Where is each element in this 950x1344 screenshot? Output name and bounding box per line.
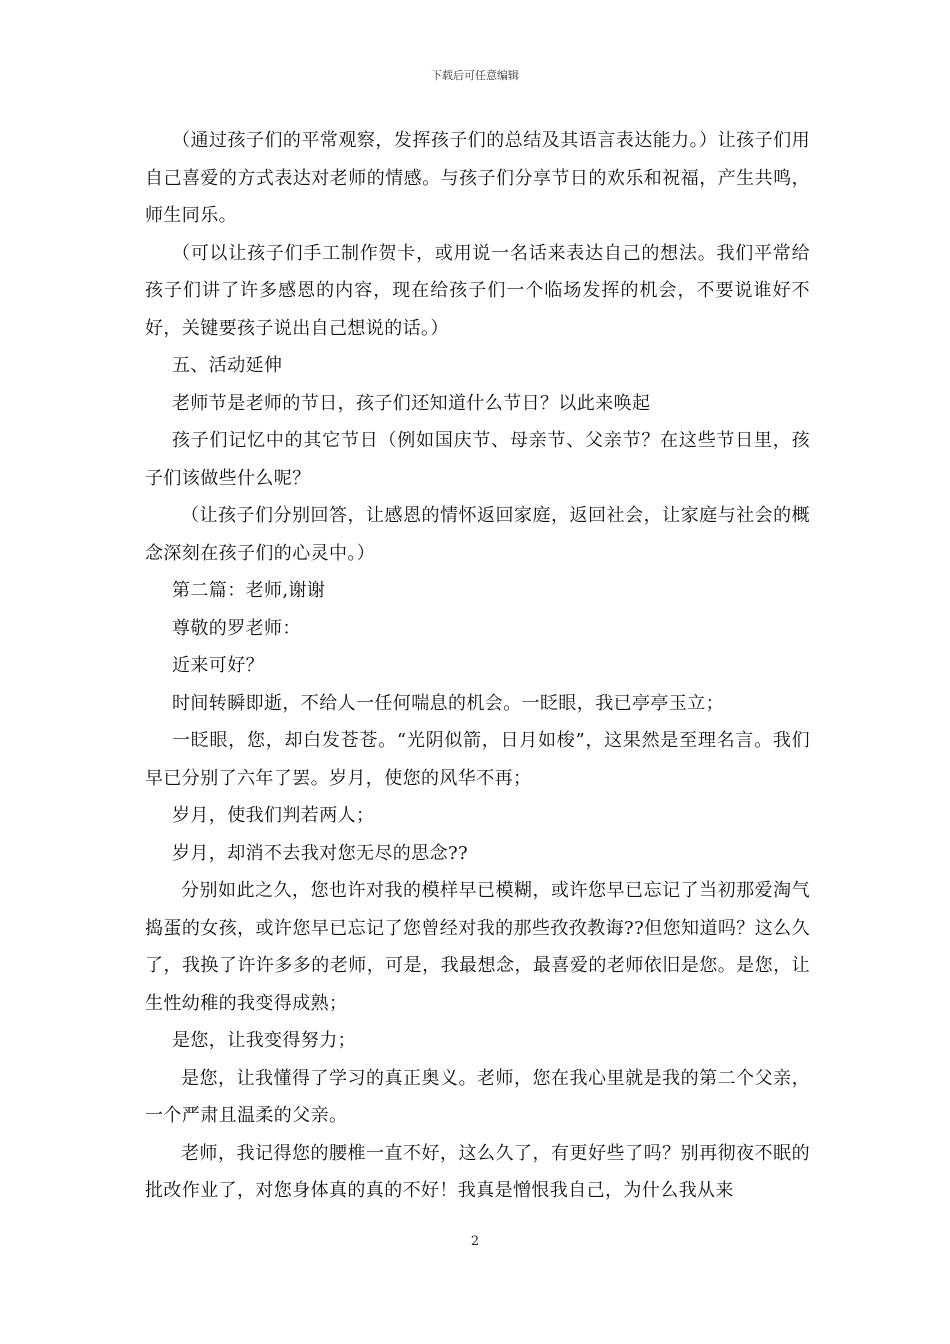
paragraph: 是您，让我变得努力； — [172, 1030, 356, 1051]
page-header: 下载后可任意编辑 — [431, 69, 519, 82]
paragraph: 近来可好？ — [172, 655, 264, 676]
paragraph: 是您，让我懂得了学习的真正奥义。老师，您在我心里就是我的第二个父亲，一个严肃且温柔的父亲。 — [145, 1067, 810, 1126]
document-body — [145, 122, 810, 1210]
paragraph: 时间转瞬即逝，不给人一任何喘息的机会。一眨眼，我已亭亭玉立； — [172, 692, 724, 714]
paragraph: 岁月，使我们判若两人； — [172, 805, 375, 826]
paragraph: 尊敬的罗老师： — [172, 617, 301, 639]
paragraph: 老师节是老师的节日，孩子们还知道什么节日？以此来唤起 — [172, 392, 651, 414]
paragraph: 孩子们记忆中的其它节日（例如国庆节、母亲节、父亲节？在这些节日里，孩子们该做些什么呢？ — [145, 430, 810, 489]
paragraph: （通过孩子们的平常观察，发挥孩子们的总结及其语言表达能力。）让孩子们用自己喜爱的方式表达对老师的情感。与孩子们分享节日的欢乐和祝福，产生共鸣，师生同乐。 — [145, 130, 810, 226]
paragraph: （让孩子们分别回答，让感恩的情怀返回家庭，返回社会，让家庭与社会的概念深刻在孩子们的心灵中。） — [145, 505, 810, 564]
paragraph: 第二篇：老师,谢谢 — [172, 580, 326, 601]
page-number: 2 — [470, 1234, 480, 1249]
paragraph: （可以让孩子们手工制作贺卡，或用说一名话来表达自己的想法。我们平常给孩子们讲了许多感恩的内容，现在给孩子们一个临场发挥的机会，不要说谁好不好，关键要孩子说出自己想说的话。） — [145, 242, 810, 339]
paragraph: 一眨眼，您，却白发苍苍。“光阴似箭，日月如梭”，这果然是至理名言。我们早已分别了六年了罢。岁月，使您的风华不再； — [145, 730, 810, 789]
paragraph: 岁月，却消不去我对您无尽的思念?? — [172, 842, 469, 864]
paragraph: 五、活动延伸 — [172, 355, 283, 376]
paragraph: 老师，我记得您的腰椎一直不好，这么久了，有更好些了吗？别再彻夜不眠的批改作业了，对您身体真的真的不好！我真是憎恨我自己，为什么我从来 — [145, 1142, 810, 1201]
paragraph: 分别如此之久，您也许对我的模样早已模糊，或许您早已忘记了当初那爱淘气捣蛋的女孩，或许您早已忘记了您曾经对我的那些孜孜教诲??但您知道吗？这么久了，我换了许许多多的老师，可是，我最想念，最喜爱的老师依旧是您。是您，让生性幼稚的我变得成熟； — [145, 880, 810, 1014]
